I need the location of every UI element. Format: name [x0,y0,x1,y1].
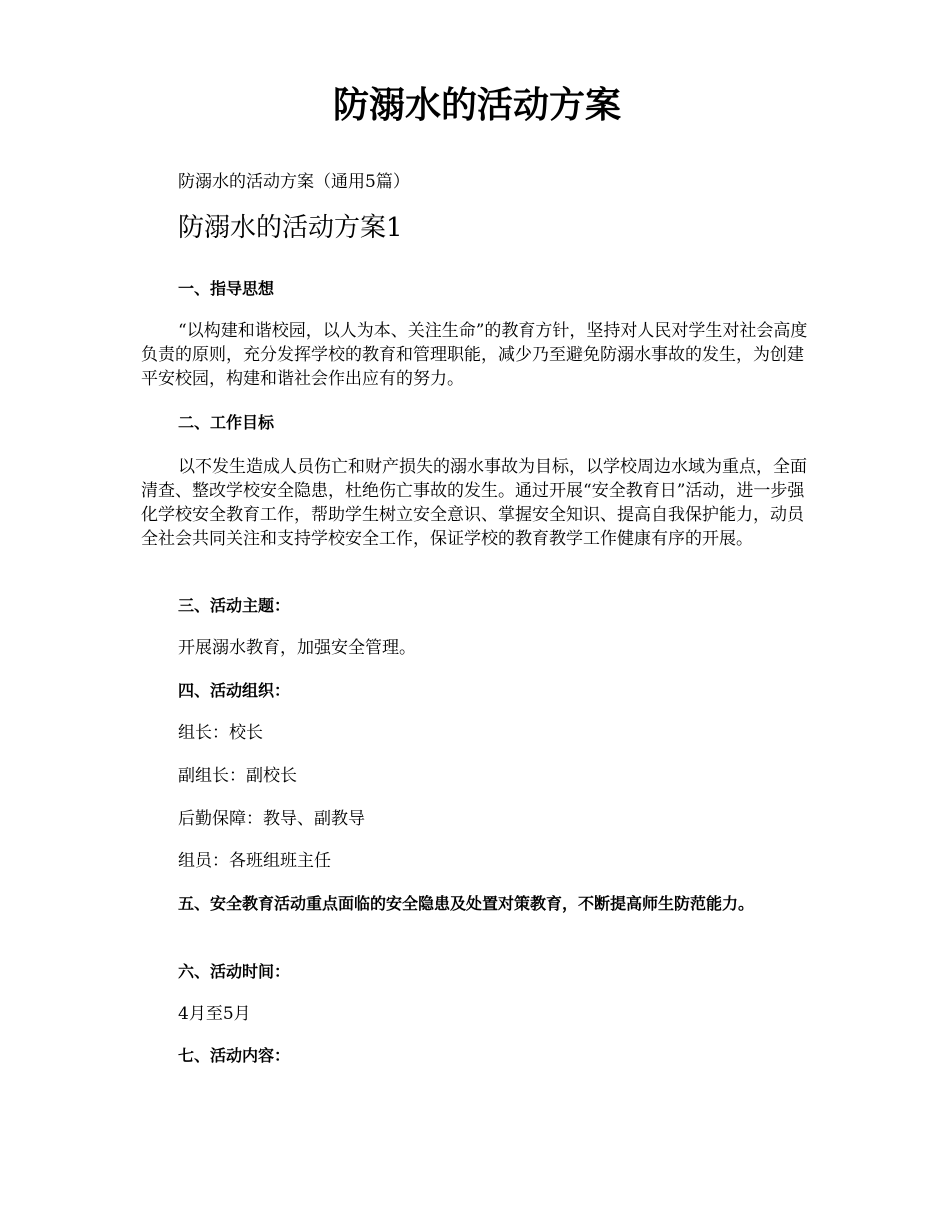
paragraph-work-goals: 以不发生造成人员伤亡和财产损失的溺水事故为目标，以学校周边水域为重点，全面清查、整改学校安全隐患，杜绝伤亡事故的发生。通过开展“安全教育日”活动，进一步强化学校安全教育工作，帮助学生树立安全意识、掌握安全知识、提高自我保护能力，动员全社会共同关注和支持学校安全工作，保证学校的教育教学工作健康有序的开展。 [141,457,807,549]
heading-activity-time: 六、活动时间： [178,962,291,981]
org-leader: 组长：校长 [178,723,263,743]
document-title: 防溺水的活动方案 [332,84,621,126]
heading-safety-focus: 五、安全教育活动重点面临的安全隐患及处置对策教育，不断提高师生防范能力。 [178,894,755,913]
section-title: 防溺水的活动方案1 [178,213,403,243]
heading-activity-organization: 四、活动组织： [178,681,291,700]
heading-activity-theme: 三、活动主题： [178,596,291,615]
org-members: 组员：各班组班主任 [178,851,331,871]
heading-work-goals: 二、工作目标 [178,413,275,432]
org-deputy-leader: 副组长：副校长 [178,766,297,786]
heading-activity-content: 七、活动内容： [178,1046,291,1065]
paragraph-activity-time: 4月至5月 [178,1004,251,1024]
subtitle-line: 防溺水的活动方案（通用5篇） [178,172,410,192]
heading-guiding-ideology: 一、指导思想 [178,279,275,298]
paragraph-guiding-ideology: “以构建和谐校园，以人为本、关注生命”的教育方针，坚持对人民对学生对社会高度负责的原则，充分发挥学校的教育和管理职能，减少乃至避免防溺水事故的发生，为创建平安校园，构建和谐社会作出应有的努力。 [141,321,808,389]
paragraph-activity-theme: 开展溺水教育，加强安全管理。 [178,638,416,658]
org-logistics: 后勤保障：教导、副教导 [178,809,365,829]
